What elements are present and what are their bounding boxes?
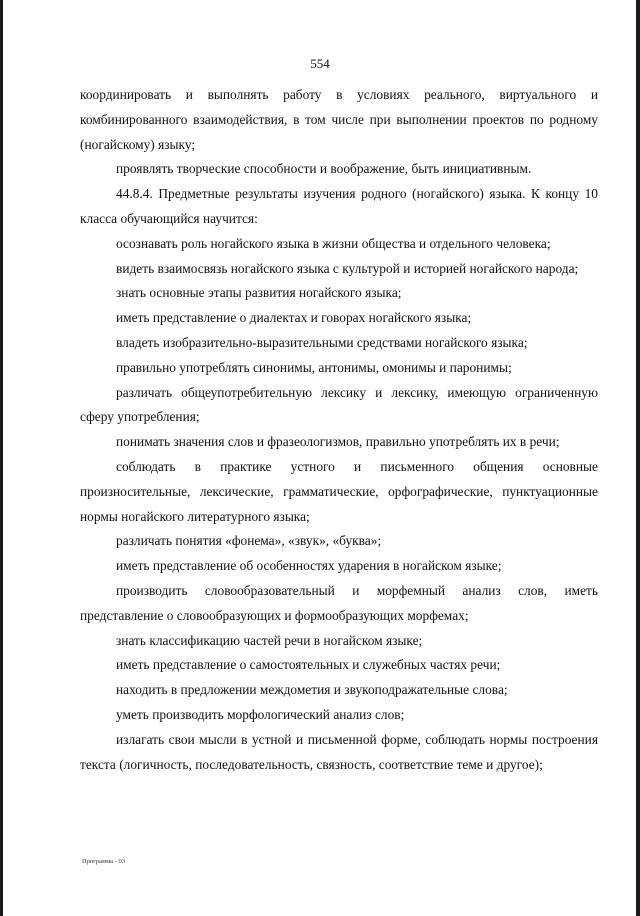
list-item: иметь представление об особенностях ударения в ногайском языке; — [116, 558, 502, 574]
list-item: понимать значения слов и фразеологизмов, правильно употреблять их в речи; — [116, 434, 560, 450]
scan-border-left — [0, 0, 3, 916]
list-item: излагать свои мысли в устной и письменной форме, соблюдать нормы построения текста (логичность, последовательность, связность, соответствие теме и другое); — [80, 731, 598, 772]
list-item: уметь производить морфологический анализ слов; — [116, 706, 405, 722]
list-item: иметь представление о самостоятельных и служебных частях речи; — [116, 657, 501, 673]
list-item: различать общеупотребительную лексику и лексику, имеющую ограниченную сферу употребления; — [80, 384, 598, 425]
paragraph: 44.8.4. Предметные результаты изучения родного (ногайского) языка. К концу 10 класса обучающийся научится: — [80, 186, 598, 226]
list-item: соблюдать в практике устного и письменного общения основные произносительные, лексические, грамматические, орфографические, пунктуационные нормы ногайского литературного языка; — [80, 458, 598, 524]
list-item: различать понятия «фонема», «звук», «буква»; — [116, 533, 382, 549]
list-item: производить словообразовательный и морфемный анализ слов, иметь представление о словообразующих и формообразующих морфемах; — [80, 582, 598, 623]
list-item: знать классификацию частей речи в ногайском языке; — [116, 632, 423, 648]
list-item: иметь представление о диалектах и говорах ногайского языка; — [116, 310, 472, 326]
scan-border-right — [636, 0, 640, 916]
footer-label: Программа - 03 — [82, 858, 125, 865]
list-item: осознавать роль ногайского языка в жизни общества и отдельного человека; — [116, 235, 551, 251]
document-body — [80, 83, 598, 777]
list-item: владеть изобразительно-выразительными средствами ногайского языка; — [116, 334, 528, 350]
list-item: правильно употреблять синонимы, антонимы, омонимы и паронимы; — [116, 359, 512, 375]
list-item: находить в предложении междометия и звукоподражательные слова; — [116, 682, 508, 698]
list-item: видеть взаимосвязь ногайского языка с культурой и историей ногайского народа; — [116, 260, 579, 276]
paragraph: проявлять творческие способности и воображение, быть инициативным. — [116, 161, 532, 177]
page-number: 554 — [310, 56, 330, 71]
list-item: знать основные этапы развития ногайского языка; — [116, 285, 402, 301]
paragraph: координировать и выполнять работу в условиях реального, виртуального и комбинированного взаимодействия, в том числе при выполнении проектов по родному (ногайскому) языку; — [80, 87, 598, 152]
